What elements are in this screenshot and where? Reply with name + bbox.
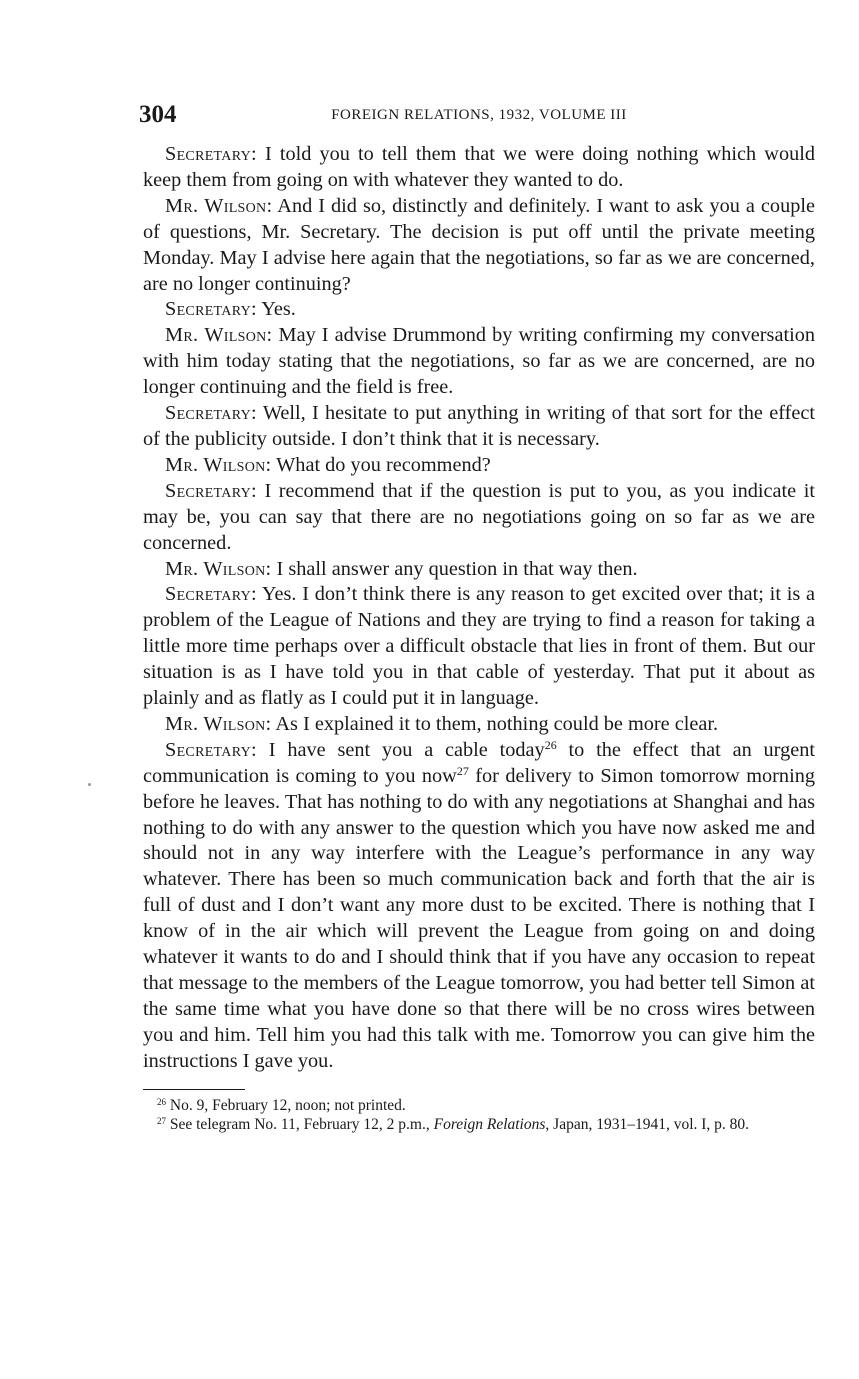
paragraph-final: [143, 738, 815, 1075]
paragraph-text: Yes. I don’t think there is any reason to get excited over that; it is a problem of the League of Nations and they are trying to find a reason for taking a little more time perhaps over a difficult obstacle that lies in front of them. But our situation is as I have told you in that cable of yesterday. That put it about as plainly and as flatly as I could put it in language.: [143, 583, 815, 710]
footnote-text: No. 9, February 12, noon; not printed.: [166, 1096, 406, 1114]
speaker-label: Secretary:: [165, 298, 257, 321]
speaker-label: Mr. Wilson:: [165, 453, 272, 476]
paragraph: [143, 479, 815, 557]
paragraph-text: May I advise Drummond by writing confirming my conversation with him today stating that the negotiations, so far as we are concerned, are no longer continuing and the field is free.: [143, 324, 815, 399]
paragraph-text: I shall answer any question in that way then.: [271, 557, 638, 580]
footnote-reference[interactable]: 26: [544, 737, 557, 752]
paragraph: [143, 142, 815, 194]
paragraph-text: What do you recommend?: [271, 453, 491, 476]
speaker-label: Mr. Wilson:: [165, 557, 272, 580]
speaker-label: Secretary:: [165, 583, 257, 606]
speaker-label: Mr. Wilson:: [165, 324, 273, 347]
footnote-text: See telegram No. 11, February 12, 2 p.m.,: [166, 1116, 434, 1134]
page-header: [139, 98, 815, 132]
paragraph: [143, 323, 815, 401]
footnote-italic-title: Foreign Relations: [433, 1116, 546, 1134]
footnote-reference[interactable]: 27: [456, 763, 469, 778]
footnote: [143, 1096, 815, 1116]
page-number: 304: [139, 101, 177, 128]
footnote-mark: 27: [157, 1116, 166, 1127]
paragraph: [143, 712, 815, 738]
footnote-mark: 26: [157, 1096, 166, 1107]
footnote-text: , Japan, 1931–1941, vol. I, p. 80.: [545, 1116, 750, 1134]
paragraph-text: As I explained it to them, nothing could be more clear.: [271, 712, 719, 735]
paragraph-text: And I did so, distinctly and definitely. I want to ask you a couple of questions, Mr. Secretary. The decision is put off until the private meeting Monday. May I advise here again that the negotiations, so far as we are concerned, are no longer continuing?: [143, 194, 815, 295]
paragraph-text: to the effect that an urgent communication is coming to you now: [143, 738, 815, 787]
paragraph: [143, 401, 815, 453]
speaker-label: Secretary:: [165, 479, 257, 502]
margin-speck: [88, 783, 91, 786]
paragraph: [143, 453, 815, 479]
running-head: FOREIGN RELATIONS, 1932, VOLUME III: [331, 107, 627, 123]
speaker-label: Mr. Wilson:: [165, 194, 273, 217]
document-page: [139, 98, 815, 1135]
footnote: [143, 1115, 815, 1135]
paragraph: [143, 557, 815, 583]
footnotes: [143, 1096, 815, 1135]
paragraph-text: I have sent you a cable today: [256, 738, 545, 761]
speaker-label: Mr. Wilson:: [165, 712, 272, 735]
paragraph-text: Yes.: [256, 298, 296, 321]
paragraph: [143, 297, 815, 323]
paragraph-text: I recommend that if the question is put to you, as you indicate it may be, you can say that there are no negotiations going on so far as we are concerned.: [143, 479, 815, 554]
speaker-label: Secretary:: [165, 402, 257, 425]
paragraph-text: for delivery to Simon tomorrow morning before he leaves. That has nothing to do with any negotiations at Shanghai and has nothing to do with any answer to the question which you have now asked me and should not in any way interfere with the League’s performance in any way whatever. There has been so much communication back and forth that the air is full of dust and I don’t want any more dust to be excited. There is nothing that I know of in the air which will prevent the League from going on and doing whatever it wants to do and I should think that if you have any occasion to repeat that message to the members of the League tomorrow, you had better tell Simon at the same time what you have done so that there will be no cross wires between you and him. Tell him you had this talk with me. Tomorrow you can give him the instructions I gave you.: [143, 764, 815, 1072]
speaker-label: Secretary:: [165, 738, 257, 761]
paragraph-text: I told you to tell them that we were doing nothing which would keep them from going on with whatever they wanted to do.: [143, 143, 815, 191]
paragraph: [143, 582, 815, 712]
paragraph-text: Well, I hesitate to put anything in writing of that sort for the effect of the publicity outside. I don’t think that it is necessary.: [143, 402, 815, 450]
speaker-label: Secretary:: [165, 143, 257, 165]
footnote-divider: [143, 1089, 245, 1090]
body-text: [143, 142, 815, 1075]
paragraph: [143, 194, 815, 298]
